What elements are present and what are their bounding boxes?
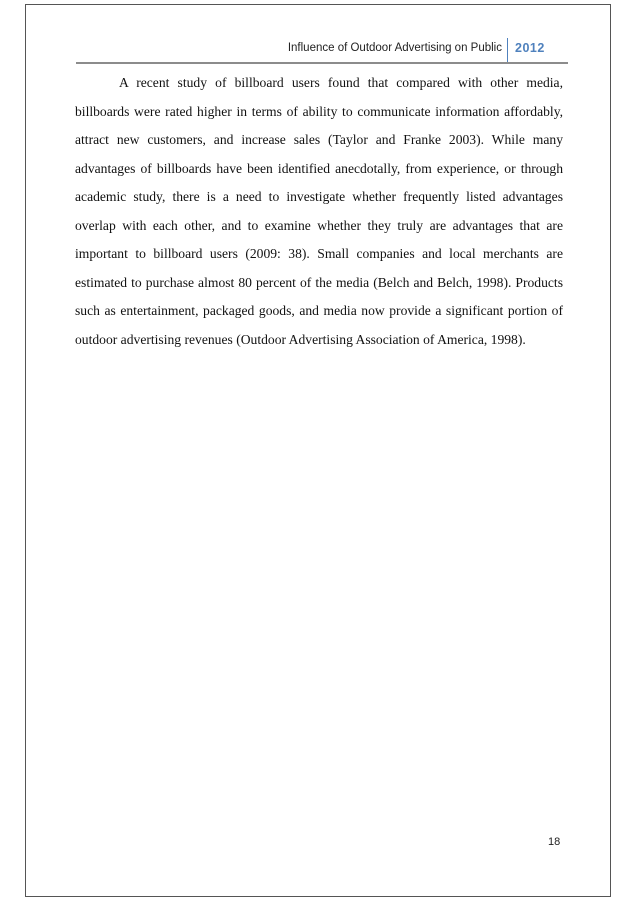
- header-divider: [507, 38, 508, 63]
- header-year: 2012: [515, 41, 545, 55]
- header-rule: [76, 62, 568, 64]
- header-title: Influence of Outdoor Advertising on Public: [287, 42, 502, 54]
- page-number: 18: [548, 836, 561, 848]
- running-header: [0, 38, 564, 65]
- body-paragraph: A recent study of billboard users found that compared with other media, billboards were rated higher in terms of ability to communicate information affordably, attract new customers, and increase sales (Taylor and Franke 2003). While many advantages of billboards have been identified anecdotally, from experience, or through academic study, there is a need to investigate whether frequently listed advantages overlap with each other, and to examine whether they truly are advantages that are important to billboard users (2009: 38). Small companies and local merchants are estimated to purchase almost 80 percent of the media (Belch and Belch, 1998). Products such as entertainment, packaged goods, and media now provide a significant portion of outdoor advertising revenues (Outdoor Advertising Association of America, 1998).: [75, 75, 563, 347]
